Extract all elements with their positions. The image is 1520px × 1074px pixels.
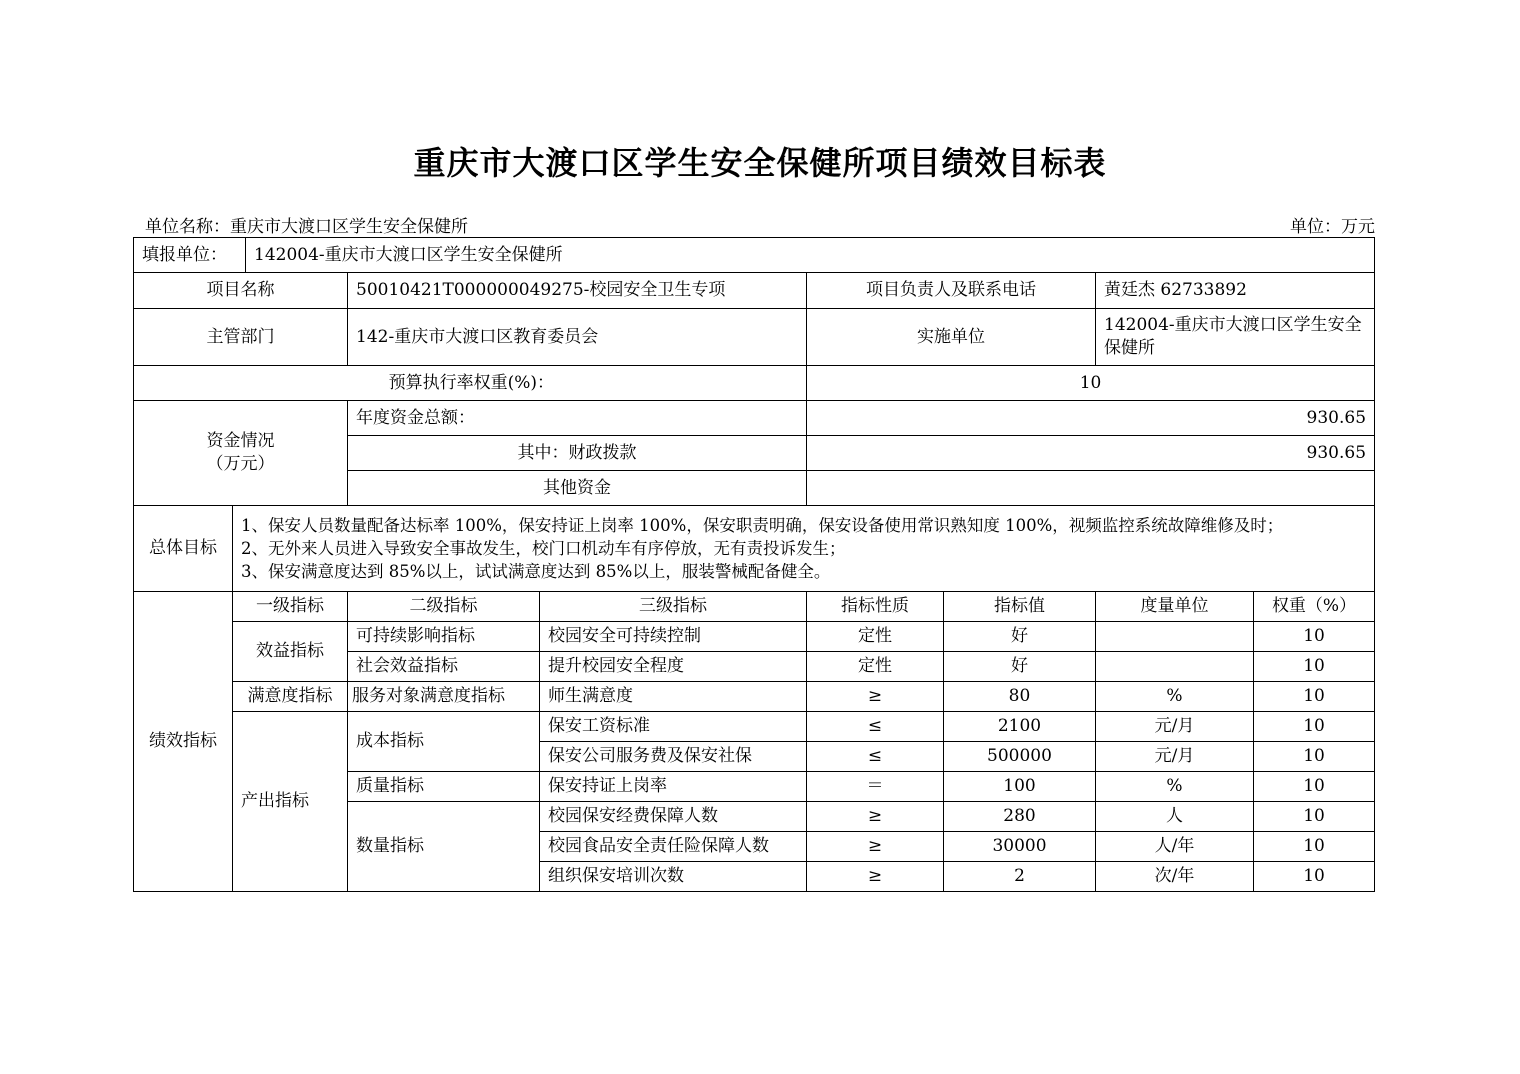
nature-cell: ≥	[807, 682, 944, 712]
weight-cell: 10	[1254, 622, 1375, 652]
level3-cell: 提升校园安全程度	[540, 652, 807, 682]
weight-cell: 10	[1254, 862, 1375, 892]
funds-other-label: 其他资金	[348, 471, 807, 506]
budget-weight-label: 预算执行率权重(%)：	[134, 366, 807, 401]
level3-cell: 校园保安经费保障人数	[540, 802, 807, 832]
funds-total-row	[134, 401, 1375, 436]
funds-fiscal-value: 930.65	[807, 436, 1375, 471]
unit-cell: 人/年	[1096, 832, 1254, 862]
implementing-unit-label: 实施单位	[807, 309, 1096, 366]
contact-value: 黄廷杰 62733892	[1096, 273, 1375, 309]
budget-weight-row	[134, 366, 1375, 401]
value-cell: 30000	[944, 832, 1096, 862]
level1-output: 产出指标	[233, 712, 348, 892]
project-name-value: 50010421T000000049275-校园安全卫生专项	[348, 273, 807, 309]
header-value: 指标值	[944, 592, 1096, 622]
page-title: 重庆市大渡口区学生安全保健所项目绩效目标表	[413, 144, 1107, 182]
funds-label-line2: （万元）	[206, 454, 275, 474]
unit-cell: %	[1096, 772, 1254, 802]
unit-cell	[1096, 622, 1254, 652]
value-cell: 280	[944, 802, 1096, 832]
value-cell: 500000	[944, 742, 1096, 772]
weight-cell: 10	[1254, 832, 1375, 862]
budget-weight-value: 10	[807, 366, 1375, 401]
unit-cell: 人	[1096, 802, 1254, 832]
weight-cell: 10	[1254, 712, 1375, 742]
funds-label	[134, 401, 348, 506]
goal-line-3: 3、保安满意度达到 85%以上，试试满意度达到 85%以上，服装警械配备健全。	[241, 562, 831, 581]
nature-cell: ≥	[807, 802, 944, 832]
level1-benefit: 效益指标	[233, 622, 348, 682]
value-cell: 100	[944, 772, 1096, 802]
level2-cell: 社会效益指标	[348, 652, 540, 682]
unit-cell: 次/年	[1096, 862, 1254, 892]
funds-label-line1: 资金情况	[206, 431, 275, 451]
funds-total-label: 年度资金总额：	[348, 401, 807, 436]
level3-cell: 保安持证上岗率	[540, 772, 807, 802]
project-name-label: 项目名称	[134, 273, 348, 309]
nature-cell: ≥	[807, 832, 944, 862]
unit-cell: 元/月	[1096, 712, 1254, 742]
level3-cell: 保安公司服务费及保安社保	[540, 742, 807, 772]
department-row	[134, 309, 1375, 366]
nature-cell: ＝	[807, 772, 944, 802]
funds-other-value	[807, 471, 1375, 506]
overall-goals-label: 总体目标	[134, 506, 233, 592]
nature-cell: 定性	[807, 622, 944, 652]
table-row	[134, 622, 1375, 652]
header-level2: 二级指标	[348, 592, 540, 622]
unit-cell: %	[1096, 682, 1254, 712]
project-name-row	[134, 273, 1375, 309]
goal-line-1: 1、保安人员数量配备达标率 100%，保安持证上岗率 100%，保安职责明确，保安设备使用常识熟知度 100%，视频监控系统故障维修及时；	[241, 516, 1284, 535]
level2-quantity: 数量指标	[348, 802, 540, 892]
nature-cell: ≤	[807, 712, 944, 742]
value-cell: 2100	[944, 712, 1096, 742]
unit-name-label: 单位名称：重庆市大渡口区学生安全保健所	[145, 217, 468, 237]
unit-cell	[1096, 652, 1254, 682]
nature-cell: ≥	[807, 862, 944, 892]
level3-cell: 校园安全可持续控制	[540, 622, 807, 652]
weight-cell: 10	[1254, 682, 1375, 712]
implementing-unit-value: 142004-重庆市大渡口区学生安全保健所	[1096, 309, 1375, 366]
funds-fiscal-label: 其中：财政拨款	[348, 436, 807, 471]
funds-total-value: 930.65	[807, 401, 1375, 436]
level2-cell: 服务对象满意度指标	[348, 682, 540, 712]
department-value: 142-重庆市大渡口区教育委员会	[348, 309, 807, 366]
level3-cell: 组织保安培训次数	[540, 862, 807, 892]
level2-cell: 可持续影响指标	[348, 622, 540, 652]
reporting-unit-row	[134, 238, 1375, 273]
level3-cell: 保安工资标准	[540, 712, 807, 742]
reporting-unit-label: 填报单位：	[134, 238, 246, 273]
weight-cell: 10	[1254, 652, 1375, 682]
level3-cell: 师生满意度	[540, 682, 807, 712]
nature-cell: 定性	[807, 652, 944, 682]
currency-unit-label: 单位：万元	[1290, 217, 1375, 237]
indicator-header-row	[134, 592, 1375, 622]
value-cell: 2	[944, 862, 1096, 892]
header-weight: 权重（%）	[1254, 592, 1375, 622]
level2-cost: 成本指标	[348, 712, 540, 772]
level3-cell: 校园食品安全责任险保障人数	[540, 832, 807, 862]
unit-cell: 元/月	[1096, 742, 1254, 772]
weight-cell: 10	[1254, 772, 1375, 802]
overall-goals-content	[233, 506, 1375, 592]
header-level3: 三级指标	[540, 592, 807, 622]
header-level1: 一级指标	[233, 592, 348, 622]
reporting-unit-value: 142004-重庆市大渡口区学生安全保健所	[246, 238, 1375, 273]
level2-quality: 质量指标	[348, 772, 540, 802]
value-cell: 好	[944, 652, 1096, 682]
overall-goals-row	[134, 506, 1375, 592]
value-cell: 好	[944, 622, 1096, 652]
department-label: 主管部门	[134, 309, 348, 366]
table-row	[134, 712, 1375, 742]
level1-satisfaction: 满意度指标	[233, 682, 348, 712]
performance-target-table	[133, 237, 1375, 892]
contact-label: 项目负责人及联系电话	[807, 273, 1096, 309]
nature-cell: ≤	[807, 742, 944, 772]
header-nature: 指标性质	[807, 592, 944, 622]
performance-indicators-label: 绩效指标	[134, 592, 233, 892]
weight-cell: 10	[1254, 742, 1375, 772]
header-unit: 度量单位	[1096, 592, 1254, 622]
table-row	[134, 682, 1375, 712]
weight-cell: 10	[1254, 802, 1375, 832]
goal-line-2: 2、无外来人员进入导致安全事故发生，校门口机动车有序停放，无有责投诉发生；	[241, 539, 846, 558]
value-cell: 80	[944, 682, 1096, 712]
